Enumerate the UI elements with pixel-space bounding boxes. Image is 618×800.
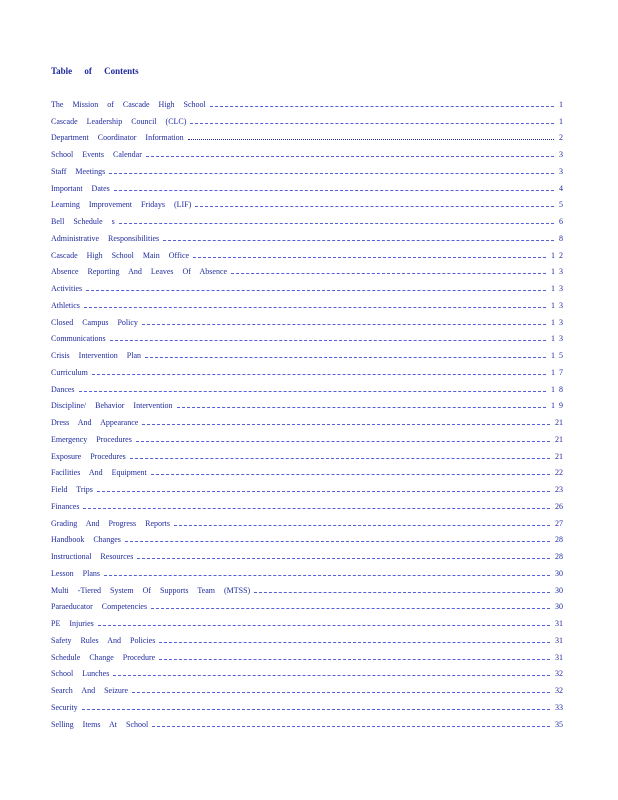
toc-entry-label: Grading And Progress Reports [51, 518, 170, 528]
toc-title: Table of Contents [51, 66, 139, 76]
toc-leader [130, 458, 550, 459]
toc-entry-page-number: 1 3 [551, 267, 563, 277]
toc-entry-label: Absence Reporting And Leaves Of Absence [51, 267, 228, 277]
toc-leader [137, 558, 550, 559]
toc-leader [151, 608, 550, 609]
toc-entry-page-number: 32 [555, 686, 563, 695]
toc-entry-page-number: 21 [555, 451, 563, 461]
toc-entry[interactable] [51, 678, 563, 695]
toc-entry-page-number: 23 [555, 485, 563, 494]
toc-entry-page-number: 6 [559, 217, 563, 226]
toc-entry-page-number: 8 [559, 233, 563, 243]
toc-entry[interactable] [51, 561, 563, 578]
toc-leader [109, 173, 554, 174]
toc-entry[interactable] [51, 544, 563, 561]
toc-leader [254, 592, 550, 593]
toc-entry-label: Discipline/ Behavior Intervention [51, 401, 173, 411]
toc-leader [159, 659, 550, 660]
toc-leader [92, 374, 546, 375]
toc-entry-page-number: 1 9 [551, 401, 563, 411]
toc-entry-page-number: 1 8 [551, 384, 563, 394]
toc-entry-label: Facilities And Equipment [51, 468, 147, 478]
toc-entry[interactable] [51, 394, 563, 411]
toc-entry-label: Cascade Leadership Council (CLC) [51, 116, 187, 126]
toc-entry-page-number: 1 3 [551, 317, 563, 327]
toc-entry-label: Dances [51, 384, 75, 394]
toc-leader [146, 156, 554, 157]
toc-leader [132, 692, 550, 693]
toc-leader [82, 709, 550, 710]
toc-entry[interactable] [51, 578, 563, 595]
toc-entry-label: Bell Schedule s [51, 217, 115, 226]
toc-entry[interactable] [51, 343, 563, 360]
toc-entry[interactable] [51, 109, 563, 126]
toc-entry[interactable] [51, 410, 563, 427]
toc-entry-label: Field Trips [51, 485, 93, 494]
toc-leader [193, 257, 546, 258]
toc-entry-label: Search And Seizure [51, 686, 129, 695]
toc-entry-page-number: 30 [555, 568, 563, 578]
toc-entry-page-number: 1 [559, 116, 563, 126]
toc-entry[interactable] [51, 159, 563, 176]
toc-entry-label: Learning Improvement Fridays (LIF) [51, 200, 192, 210]
toc-entry-label: Department Coordinator Information [51, 133, 184, 143]
toc-entry-label: Security [51, 702, 78, 712]
toc-leader [125, 541, 550, 542]
toc-entry[interactable] [51, 327, 563, 344]
toc-entry-label: Staff Meetings [51, 166, 106, 176]
toc-entry-label: Dress And Appearance [51, 418, 139, 427]
toc-entry[interactable] [51, 193, 563, 210]
toc-entry-page-number: 1 5 [551, 351, 563, 360]
toc-leader [210, 106, 554, 107]
toc-entry[interactable] [51, 427, 563, 444]
toc-entry-page-number: 1 [559, 99, 563, 109]
toc-entry-label: School Lunches [51, 669, 110, 679]
toc-entry-page-number: 1 7 [551, 367, 563, 377]
toc-entry-page-number: 33 [555, 702, 563, 712]
toc-entry-page-number: 3 [559, 150, 563, 159]
toc-entry[interactable] [51, 176, 563, 193]
toc-entry-page-number: 30 [555, 602, 563, 612]
toc-entry-page-number: 28 [555, 552, 563, 561]
toc-entry[interactable] [51, 310, 563, 327]
toc-entry-page-number: 27 [555, 518, 563, 528]
toc-entry[interactable] [51, 444, 563, 461]
toc-entry[interactable] [51, 494, 563, 511]
toc-entry-label: Safety Rules And Policies [51, 635, 156, 645]
toc-entry[interactable] [51, 712, 563, 729]
toc-entry-label: Emergency Procedures [51, 434, 132, 444]
toc-entry-page-number: 21 [555, 434, 563, 444]
toc-list [51, 92, 563, 729]
toc-entry-label: Cascade High School Main Office [51, 250, 190, 260]
toc-entry[interactable] [51, 260, 563, 277]
toc-entry-label: Handbook Changes [51, 535, 121, 545]
toc-entry-page-number: 1 3 [551, 334, 563, 344]
toc-entry-page-number: 28 [555, 535, 563, 545]
toc-entry-label: Paraeducator Competencies [51, 602, 148, 612]
toc-entry[interactable] [51, 276, 563, 293]
toc-entry-page-number: 35 [555, 719, 563, 729]
toc-leader [188, 139, 554, 140]
toc-leader [190, 123, 554, 124]
toc-entry-label: Exposure Procedures [51, 451, 126, 461]
toc-entry-page-number: 1 3 [551, 300, 563, 310]
toc-entry[interactable] [51, 243, 563, 260]
toc-leader [177, 407, 546, 408]
toc-leader [159, 642, 550, 643]
toc-entry-page-number: 31 [555, 652, 563, 662]
toc-entry-page-number: 1 2 [551, 250, 563, 260]
toc-entry-label: Administrative Responsibilities [51, 233, 160, 243]
toc-entry-page-number: 31 [555, 619, 563, 628]
toc-entry-page-number: 22 [555, 468, 563, 478]
toc-entry-page-number: 32 [555, 669, 563, 679]
toc-entry[interactable] [51, 528, 563, 545]
toc-leader [84, 307, 546, 308]
toc-leader [145, 357, 546, 358]
toc-leader [97, 491, 550, 492]
toc-entry-label: Selling Items At School [51, 719, 149, 729]
toc-entry-label: School Events Calendar [51, 150, 142, 159]
toc-leader [231, 273, 546, 274]
toc-leader [79, 391, 546, 392]
toc-leader [142, 424, 550, 425]
toc-entry-label: The Mission of Cascade High School [51, 99, 206, 109]
toc-leader [83, 508, 550, 509]
toc-leader [114, 190, 554, 191]
toc-entry-page-number: 2 [559, 133, 563, 143]
toc-entry[interactable] [51, 611, 563, 628]
toc-entry-page-number: 5 [559, 200, 563, 210]
toc-entry[interactable] [51, 695, 563, 712]
toc-entry-label: Lesson Plans [51, 568, 100, 578]
toc-entry-label: Curriculum [51, 367, 88, 377]
toc-leader [104, 575, 550, 576]
toc-entry-label: Communications [51, 334, 106, 344]
toc-leader [195, 206, 554, 207]
toc-entry[interactable] [51, 477, 563, 494]
toc-entry[interactable] [51, 377, 563, 394]
toc-entry-label: PE Injuries [51, 619, 94, 628]
toc-entry-page-number: 1 3 [551, 284, 563, 293]
toc-entry-label: Finances [51, 501, 80, 511]
toc-entry[interactable] [51, 209, 563, 226]
toc-entry-label: Instructional Resources [51, 552, 134, 561]
toc-entry-page-number: 4 [559, 183, 563, 193]
toc-entry[interactable] [51, 662, 563, 679]
toc-entry-label: Multi -Tiered System Of Supports Team (MTSS) [51, 585, 251, 595]
toc-leader [86, 290, 546, 291]
toc-entry-page-number: 21 [555, 418, 563, 427]
toc-leader [152, 726, 550, 727]
toc-leader [110, 340, 546, 341]
toc-entry-label: Important Dates [51, 183, 110, 193]
toc-entry[interactable] [51, 92, 563, 109]
toc-entry[interactable] [51, 226, 563, 243]
toc-leader [98, 625, 550, 626]
toc-entry-page-number: 3 [559, 166, 563, 176]
toc-entry[interactable] [51, 645, 563, 662]
toc-leader [113, 675, 550, 676]
toc-entry[interactable] [51, 511, 563, 528]
toc-entry[interactable] [51, 595, 563, 612]
toc-entry-label: Activities [51, 284, 83, 293]
toc-leader [163, 240, 554, 241]
toc-leader [151, 474, 550, 475]
toc-leader [136, 441, 550, 442]
toc-entry[interactable] [51, 126, 563, 143]
toc-entry[interactable] [51, 461, 563, 478]
toc-leader [119, 223, 554, 224]
toc-entry[interactable] [51, 360, 563, 377]
toc-entry-page-number: 26 [555, 501, 563, 511]
toc-entry-label: Closed Campus Policy [51, 317, 138, 327]
toc-entry-page-number: 30 [555, 585, 563, 595]
toc-entry-label: Schedule Change Procedure [51, 652, 156, 662]
toc-entry[interactable] [51, 293, 563, 310]
toc-entry-page-number: 31 [555, 635, 563, 645]
toc-entry[interactable] [51, 628, 563, 645]
toc-entry[interactable] [51, 142, 563, 159]
toc-entry-label: Athletics [51, 300, 80, 310]
toc-leader [142, 324, 546, 325]
toc-entry-label: Crisis Intervention Plan [51, 351, 141, 360]
toc-leader [174, 525, 550, 526]
